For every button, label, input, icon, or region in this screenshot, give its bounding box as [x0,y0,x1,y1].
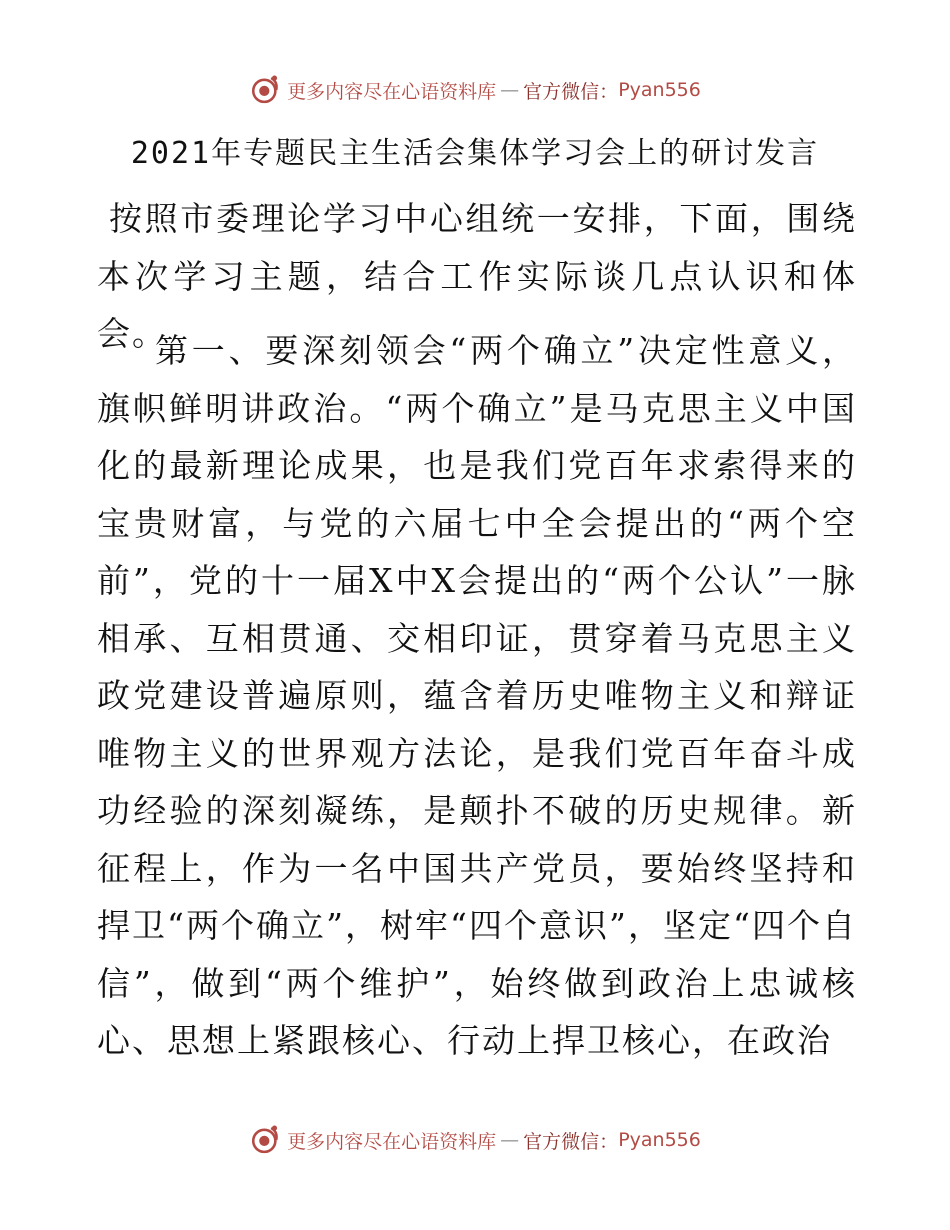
banner-separator: — [500,1129,520,1151]
banner-wechat-id: Pyan556 [618,79,701,101]
bear-sound-logo-icon [249,73,283,107]
banner-text: 更多内容尽在心语资料库 [287,80,497,103]
paragraph-intro: 按照市委理论学习中心组统一安排，下面，围绕本次学习主题，结合工作实际谈几点认识和体会。 [97,199,857,353]
banner-wechat-id: Pyan556 [618,1129,701,1151]
document-title: 2021年专题民主生活会集体学习会上的研讨发言 [130,136,820,171]
paragraph-first-point: 第一、要深刻领会“两个确立”决定性意义，旗帜鲜明讲政治。“两个确立”是马克思主义中国化的最新理论成果，也是我们党百年求索得来的宝贵财富，与党的六届七中全会提出的“两个空前”，党的十一届X中X会提出的“两个公认”一脉相承、互相贯通、交相印证，贯穿着马克思主义政党建设普遍原则，蕴含着历史唯物主义和辩证唯物主义的世界观方法论，是我们党百年奋斗成功经验的深刻凝练，是颠扑不破的历史规律。新征程上，作为一名中国共产党员，要始终坚持和捍卫“两个确立”，树牢“四个意识”，坚定“四个自信”，做到“两个维护”，始终做到政治上忠诚核心、思想上紧跟核心、行动上捍卫核心，在政治 [97,331,857,1060]
banner-text: 更多内容尽在心语资料库 [287,1130,497,1153]
footer-watermark-banner [0,1120,950,1160]
banner-separator: — [500,79,520,101]
header-watermark-banner [0,70,950,110]
banner-contact-label: 官方微信： [523,80,619,103]
banner-contact-label: 官方微信： [523,1130,619,1153]
bear-sound-logo-icon [249,1123,283,1157]
